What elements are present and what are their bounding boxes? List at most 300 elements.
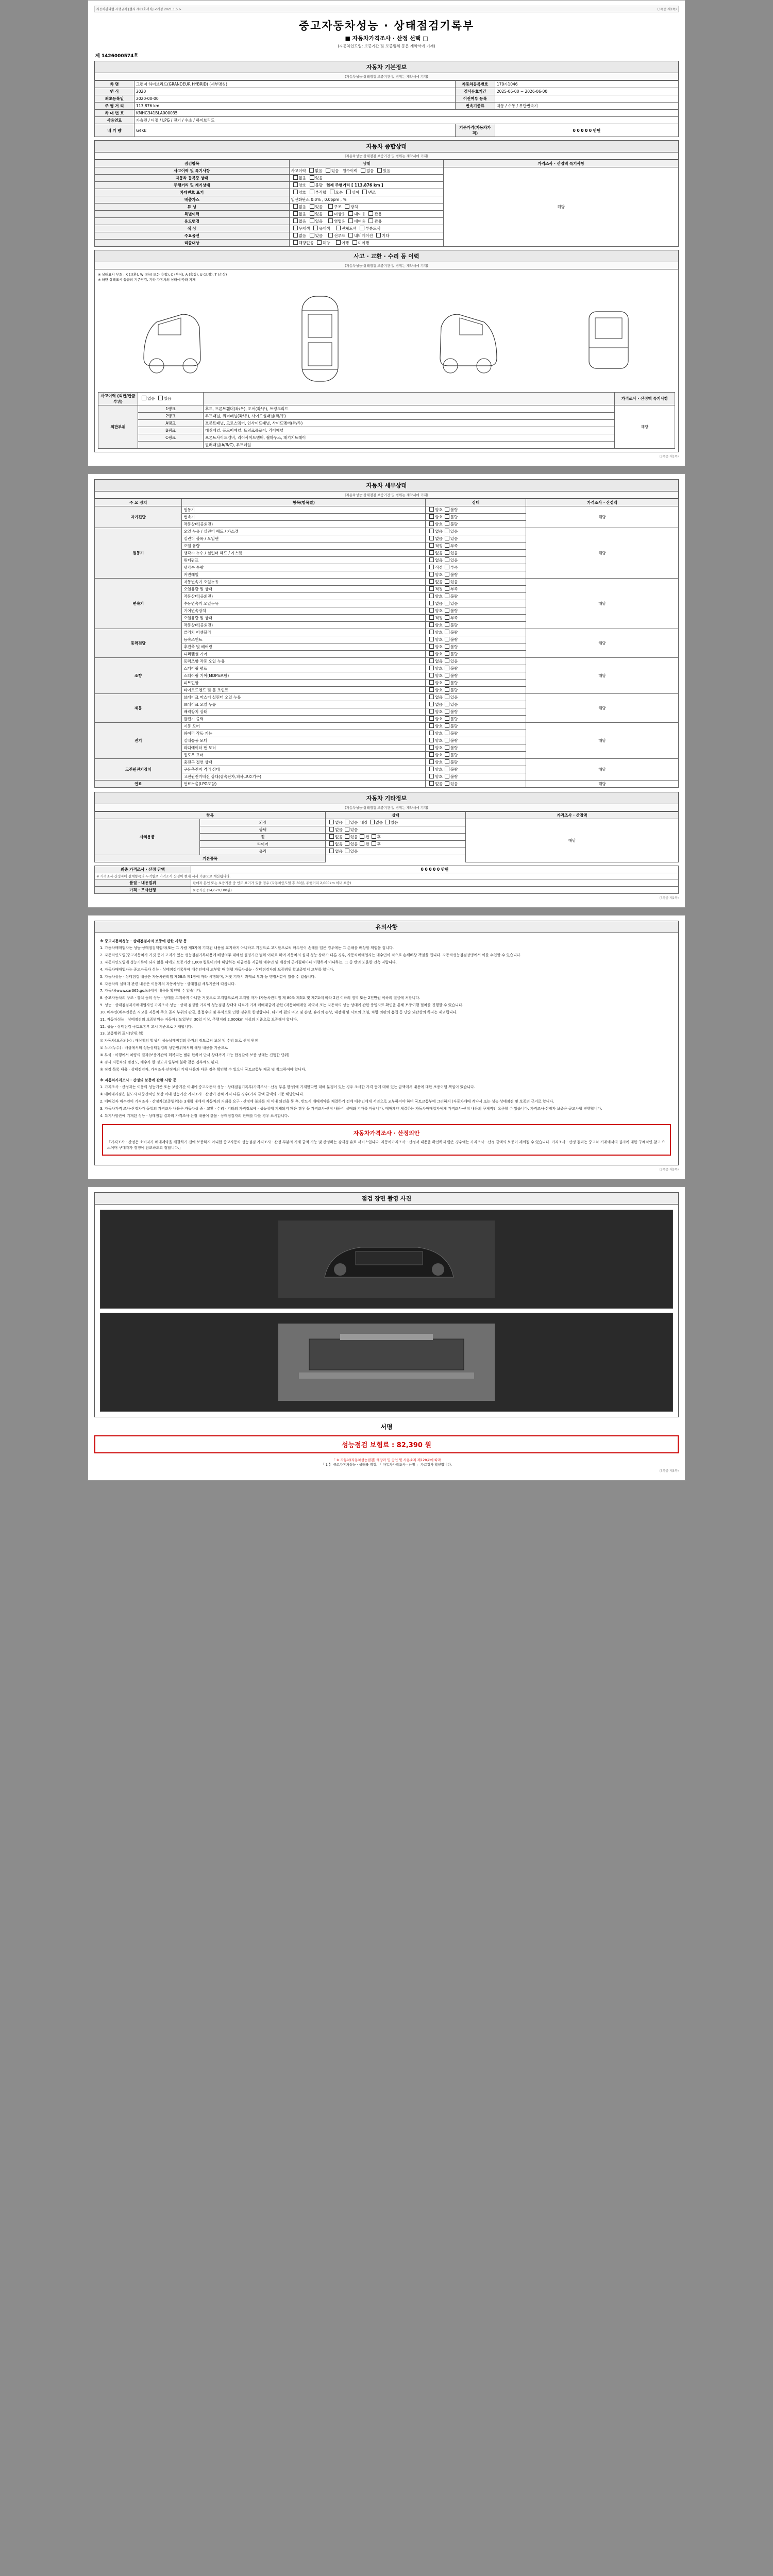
checkbox-other-0-0[interactable]	[329, 820, 334, 824]
checkbox-4-1-1[interactable]	[445, 666, 449, 670]
basic-info-table	[94, 80, 679, 137]
checkbox-3-1-1[interactable]	[445, 637, 449, 641]
other-group-label: 기본품목	[95, 855, 326, 862]
checkbox-1-5-0[interactable]	[429, 565, 434, 569]
checkbox-4-3-1[interactable]	[445, 680, 449, 685]
checkbox-1-0-1[interactable]	[445, 529, 449, 533]
checkbox-7-1-1[interactable]	[445, 767, 449, 771]
checkbox-paint-1[interactable]	[360, 226, 364, 230]
detail-item-label: 오일 누유 / 실린더 헤드 / 가스켓	[182, 528, 426, 535]
checkbox-3-3-1[interactable]	[445, 651, 449, 656]
detail-item-label: 오일유량 및 상태	[182, 614, 426, 621]
detail-item-state	[426, 513, 526, 520]
checkbox-color-1[interactable]	[313, 226, 318, 230]
checkbox-3-2-1[interactable]	[445, 644, 449, 649]
form-header-left: 자동차관리법 시행규칙 [별지 제82호서식] <개정 2021.1.5.>	[96, 8, 181, 11]
overall-row-label: 특별이력	[95, 211, 290, 218]
checkbox-6-2-1[interactable]	[445, 738, 449, 742]
checkbox-other-1-1[interactable]	[345, 827, 349, 832]
detail-item-label: 추진축 및 베어링	[182, 643, 426, 650]
checkbox-other2-2-1[interactable]	[372, 834, 376, 839]
opt-label: 불량	[450, 637, 458, 642]
parts-rank: A랭크	[138, 419, 204, 427]
checkbox-acc-none[interactable]	[142, 396, 146, 400]
checkbox-other-1-0[interactable]	[329, 827, 334, 832]
checkbox-5-3-1[interactable]	[445, 716, 449, 721]
checkbox-4-4-0[interactable]	[429, 687, 434, 692]
detail-item-state	[426, 585, 526, 592]
opt-label: 없음	[335, 849, 343, 854]
opt-label: 불량	[450, 651, 458, 656]
opt-label: 없음	[335, 827, 343, 832]
overall-row-label: 리콜대상	[95, 240, 290, 247]
checkbox-opt-0[interactable]	[328, 233, 333, 238]
checkbox-use-1[interactable]	[348, 218, 353, 223]
checkbox-1-3-0[interactable]	[429, 550, 434, 555]
checkbox-7-1-0[interactable]	[429, 767, 434, 771]
checkbox-none[interactable]	[293, 233, 298, 238]
checkbox-other2-2-0[interactable]	[360, 834, 364, 839]
checkbox-6-4-0[interactable]	[429, 752, 434, 757]
checkbox-2-6-1[interactable]	[445, 622, 449, 627]
opt-label: 있음	[450, 702, 458, 707]
checkbox-5-1-0[interactable]	[429, 702, 434, 706]
checkbox-recall-none[interactable]	[293, 240, 298, 245]
opt-label: 불량	[450, 709, 458, 714]
detail-item-label: 커먼레일	[182, 571, 426, 578]
other-item-label-2: 내장	[360, 820, 368, 825]
final-price-table	[94, 866, 679, 894]
checkbox-1-1-0[interactable]	[429, 536, 434, 540]
notice-sub-2: ※ 자동차가격조사 · 산정의 보증에 관한 사항 등	[100, 1078, 177, 1082]
opt-label: 불량	[450, 745, 458, 750]
sheet-1	[88, 0, 685, 466]
checkbox-none[interactable]	[309, 168, 314, 173]
checkbox-1-6-0[interactable]	[429, 572, 434, 577]
checkbox-acc-yes[interactable]	[158, 396, 163, 400]
opt-label: 없음	[435, 702, 443, 707]
checkbox-use-2[interactable]	[368, 218, 373, 223]
basic-label: 최초등록일	[95, 95, 135, 103]
parts-value: 프론트패널, 크로스멤버, 인사이드패널, 사이드멤버(좌/우)	[204, 419, 615, 427]
detail-group-label: 연료	[95, 780, 182, 787]
checkbox-4-0-1[interactable]	[445, 658, 449, 663]
checkbox-vin-3[interactable]	[346, 190, 351, 194]
checkbox-recall-yes[interactable]	[317, 240, 322, 245]
checkbox-0-2-1[interactable]	[445, 521, 449, 526]
other-item-state	[326, 833, 466, 840]
checkbox-hist-2[interactable]	[368, 211, 373, 216]
detail-item-state	[426, 766, 526, 773]
checkbox-2-5-0[interactable]	[429, 615, 434, 620]
checkbox-4-4-1[interactable]	[445, 687, 449, 692]
opt-label: 있음	[350, 820, 358, 825]
detail-item-label: 윈도우 모터	[182, 751, 426, 758]
checkbox-4-1-0[interactable]	[429, 666, 434, 670]
checkbox-6-4-1[interactable]	[445, 752, 449, 757]
checkbox-2-1-1[interactable]	[445, 586, 449, 591]
opt-label: 있음	[450, 658, 458, 664]
opt-label: 양호	[298, 190, 307, 195]
other-head-0: 항목	[95, 811, 326, 819]
checkbox-none[interactable]	[293, 204, 298, 209]
detail-group-remark: 해당	[526, 693, 679, 722]
checkbox-4-0-0[interactable]	[429, 658, 434, 663]
overall-row-state	[289, 189, 444, 196]
car-front-view-icon	[578, 286, 640, 389]
checkbox-0-1-1[interactable]	[445, 514, 449, 519]
overall-row-label: 색 상	[95, 225, 290, 232]
checkbox-opt-2[interactable]	[376, 233, 381, 238]
checkbox-vin-0[interactable]	[293, 190, 298, 194]
checkbox-exist[interactable]	[310, 218, 314, 223]
detail-item-state	[426, 520, 526, 528]
detail-group-remark: 해당	[526, 629, 679, 657]
checkbox-0-0-0[interactable]	[429, 507, 434, 512]
opt-label: 변조	[368, 190, 376, 195]
checkbox-use-0[interactable]	[328, 218, 333, 223]
detail-item-state	[426, 708, 526, 715]
notice-item: 8. 중고자동차의 구조 · 장치 등의 성능 · 상태를 고지하지 아니한 거짓으로 고지함으로써 고지할 자가 (자동차관리법 제 80조 제5호 및 제7호에 따라 2년 이하의 징역 또는 2천만원 이하의 벌금에 처합니다.	[100, 996, 421, 1001]
checkbox-0-0-1[interactable]	[445, 507, 449, 512]
other-item-label: 외장	[200, 819, 326, 826]
opt-label: 있음	[350, 827, 358, 832]
checkbox-2-1-0[interactable]	[429, 586, 434, 591]
opt-label: 불량	[450, 752, 458, 757]
checkbox-2-4-0[interactable]	[429, 608, 434, 613]
redbox-title: 자동차가격조사 · 산정의안	[353, 1129, 420, 1137]
checkbox-tuning-device[interactable]	[345, 204, 349, 209]
overall-table	[94, 160, 679, 247]
checkbox-7-2-1[interactable]	[445, 774, 449, 778]
checkbox-paint-0[interactable]	[336, 226, 341, 230]
checkbox-none[interactable]	[293, 211, 298, 216]
checkbox-other-0-1[interactable]	[345, 820, 349, 824]
parts-rank: 1랭크	[138, 405, 204, 412]
checkbox-hist-1[interactable]	[348, 211, 353, 216]
section-overall-note: (자동차성능·상태점검 보증기간 및 범위는 계약서에 기재)	[94, 152, 679, 160]
checkbox-recall-undone[interactable]	[352, 240, 357, 245]
checkbox-2-3-0[interactable]	[429, 601, 434, 605]
checkbox-7-2-0[interactable]	[429, 774, 434, 778]
notice-item: ② 누유(누수) : 배상에서의 성능상태점검의 상한범위에서의 해당 내용을 기준으로	[100, 1046, 228, 1050]
checkbox-other-3-1[interactable]	[345, 841, 349, 846]
opt-label: 내비게이션	[354, 233, 373, 238]
redbox-body: 「가격조사 · 산정은 소비자가 매매계약을 체결하기 전에 보증하지 아니한 중고자동차 성능점검 가격조사 · 산정 부분의 기재 금액 가능 및 산정하는 강제성 유료 서비스입니다. 자동차가격조사 · 산정서 내용을 확인하지 않은 경우에는 가격조사 · 산정 금액의 보증이 제외될 수 있습니다. 가격조사 · 산정 결과는 중고차 거래에서의 권리에 대한 구체적인 참고 요소이며 구매자가 경쟁에 참조하도록 정합니다.」	[107, 1140, 665, 1150]
notice-items-2	[100, 1084, 673, 1118]
checkbox-2-4-1[interactable]	[445, 608, 449, 613]
warranty-value-0: 판매자 본인 또는 보증기간 중 인도 표기가 있을 경우 (자동차인도일 후 30일, 주행거리 2,000km 이내 보증)	[191, 879, 679, 886]
basic-value2	[495, 95, 678, 103]
checkbox-1-4-1[interactable]	[445, 557, 449, 562]
checkbox-6-3-1[interactable]	[445, 745, 449, 750]
checkbox-2-2-0[interactable]	[429, 594, 434, 598]
checkbox-7-0-0[interactable]	[429, 759, 434, 764]
inspection-photo-lift	[100, 1313, 673, 1412]
checkbox-exist[interactable]	[326, 168, 330, 173]
checkbox-5-3-0[interactable]	[429, 716, 434, 721]
detail-item-state	[426, 657, 526, 665]
checkbox-6-3-0[interactable]	[429, 745, 434, 750]
checkbox-1-0-0[interactable]	[429, 529, 434, 533]
opt-label: 불량	[450, 723, 458, 728]
other-head-1: 상태	[326, 811, 466, 819]
checkbox-0-2-0[interactable]	[429, 521, 434, 526]
parts-rank: B랭크	[138, 427, 204, 434]
opt-label: 없음	[435, 694, 443, 700]
form-header-strip	[94, 6, 679, 12]
detail-group-remark: 해당	[526, 758, 679, 780]
diagram-legend-1: ※ 상태표시 부호 : X (교환), W (판금 또는 용접), C (부식), A (흠집), U (요철), T (손상)	[98, 273, 227, 277]
opt-label: 불량	[450, 594, 458, 599]
basic-label2: 이전여부 등록	[455, 95, 495, 103]
car-front-photo-icon	[278, 1221, 495, 1298]
checkbox-2-0-0[interactable]	[429, 579, 434, 584]
checkbox-exist[interactable]	[310, 175, 314, 180]
opt-label: 없음	[435, 550, 443, 555]
checkbox-1-4-0[interactable]	[429, 557, 434, 562]
parts-rank: C랭크	[138, 434, 204, 441]
checkbox-vin-1[interactable]	[310, 190, 314, 194]
detail-head-3: 가격조사 · 산정액	[526, 499, 679, 506]
checkbox-good[interactable]	[293, 182, 298, 187]
checkbox-3-1-0[interactable]	[429, 637, 434, 641]
checkbox-other2-0-1[interactable]	[385, 820, 390, 824]
opt-label: 있음	[450, 601, 458, 606]
detail-item-label: 라디에이터 팬 모터	[182, 744, 426, 751]
opt-label: 양호	[435, 774, 443, 779]
opt-label: 해당없음	[298, 241, 314, 245]
checkbox-1-5-1[interactable]	[445, 565, 449, 569]
overall-item-name: 사고이력	[291, 168, 306, 173]
checkbox-5-2-1[interactable]	[445, 709, 449, 714]
overall-row-state	[289, 182, 444, 189]
checkbox-5-2-0[interactable]	[429, 709, 434, 714]
detail-item-state	[426, 722, 526, 730]
notice-item: 6. 자동차의 실매매 관련 내용은 이용자의 자동차성능 · 상태점검 세부기준에 따릅니다.	[100, 981, 236, 986]
sheet-4	[88, 1187, 685, 1481]
checkbox-other2-3-1[interactable]	[372, 841, 376, 846]
opt-label: 양호	[435, 637, 443, 642]
detail-item-state	[426, 556, 526, 564]
diagram-legend-2: ※ 하단 상태표시 등급의 기준점검, 기타 자동차의 상태에 따라 기재	[98, 277, 196, 282]
detail-item-label: 기어변속장치	[182, 607, 426, 614]
checkbox-1-6-1[interactable]	[445, 572, 449, 577]
detail-group-remark: 해당	[526, 722, 679, 758]
checkbox-5-1-1[interactable]	[445, 702, 449, 706]
opt-label: 있음	[331, 168, 339, 173]
checkbox-5-0-1[interactable]	[445, 694, 449, 699]
basic-value2: 2025-06-00 ~ 2026-06-00	[495, 88, 678, 95]
detail-item-state	[426, 773, 526, 780]
opt-label: 양호	[435, 767, 443, 772]
checkbox-3-0-0[interactable]	[429, 630, 434, 634]
checkbox-3-0-1[interactable]	[445, 630, 449, 634]
detail-item-state	[426, 592, 526, 600]
checkbox-exist[interactable]	[310, 233, 314, 238]
detail-item-label: 브레이크 오일 누유	[182, 701, 426, 708]
opt-label: 유채색	[318, 226, 330, 231]
photos-footer-1: 「 ※ 자동차(자동차성능점검) 해당과 및 공인 및 사용소지 제120조에 따라	[332, 1458, 441, 1463]
checkbox-4-2-1[interactable]	[445, 673, 449, 677]
detail-item-label: 실린더 블록 / 오일팬	[182, 535, 426, 542]
checkbox-other-3-0[interactable]	[329, 841, 334, 846]
accident-foot-opts	[138, 392, 204, 405]
overall-row-label: 배출가스	[95, 196, 290, 204]
opt-label: 있음	[315, 219, 323, 224]
checkbox-other-2-1[interactable]	[345, 834, 349, 839]
detail-group-label: 자기진단	[95, 506, 182, 528]
overall-row-state	[289, 218, 444, 225]
detail-item-state	[426, 535, 526, 542]
detail-table	[94, 499, 679, 788]
checkbox-4-3-0[interactable]	[429, 680, 434, 685]
warranty-label-1: 가격 · 조사산정	[95, 886, 191, 893]
checkbox-6-1-0[interactable]	[429, 731, 434, 735]
checkbox-1-2-1[interactable]	[445, 543, 449, 548]
detail-item-state	[426, 506, 526, 513]
page-title: 중고자동차성능 · 상태점검기록부	[298, 20, 475, 32]
checkbox-vin-2[interactable]	[330, 190, 334, 194]
checkbox-tuning-structure[interactable]	[328, 204, 333, 209]
checkbox-2-5-1[interactable]	[445, 615, 449, 620]
checkbox-8-0-1[interactable]	[445, 781, 449, 786]
checkbox-3-2-0[interactable]	[429, 644, 434, 649]
checkbox-other2-3-0[interactable]	[360, 841, 364, 846]
opt-label: 양호	[435, 680, 443, 685]
page-footer-4: (3쪽중 제3쪽)	[659, 1469, 679, 1473]
checkbox-8-0-0[interactable]	[429, 781, 434, 786]
opt-label: 불량	[450, 774, 458, 779]
basic-value: 그랜저 하이브리드(GRANDEUR HYBRID) (세부명칭)	[135, 81, 456, 88]
opt-label: 없음	[366, 168, 374, 173]
basic-label: 주 행 거 리	[95, 103, 135, 110]
detail-item-label: 변속기	[182, 513, 426, 520]
detail-item-label: 동력조향 작동 오일 누유	[182, 657, 426, 665]
detail-item-label: 클러치 어셈블리	[182, 629, 426, 636]
checkbox-6-1-1[interactable]	[445, 731, 449, 735]
opt-label: 대여용	[354, 212, 366, 216]
page-subtitle: ■ 자동차가격조사 · 산정 선택 □	[345, 35, 428, 42]
checkbox-exist[interactable]	[377, 168, 382, 173]
checkbox-5-0-0[interactable]	[429, 694, 434, 699]
opt-label: 있음	[450, 529, 458, 534]
opt-label: 있음	[382, 168, 391, 173]
checkbox-opt-1[interactable]	[348, 233, 353, 238]
notice-item: 11. 자동차성능 · 상태점검의 보증범위는 자동차인도일부터 30일 이상, 주행거리 2,000km 이상의 기준으로 보증해야 합니다.	[100, 1017, 298, 1022]
notice-items	[100, 945, 673, 1072]
checkbox-bad[interactable]	[310, 182, 314, 187]
checkbox-6-2-0[interactable]	[429, 738, 434, 742]
opt-label: 적정	[435, 543, 443, 548]
opt-label: 양호	[435, 572, 443, 577]
checkbox-7-0-1[interactable]	[445, 759, 449, 764]
opt-label: 미상용	[334, 212, 345, 216]
other-table	[94, 811, 679, 862]
checkbox-2-6-0[interactable]	[429, 622, 434, 627]
car-underbody-photo-icon	[278, 1324, 495, 1401]
detail-item-label: 피트먼암	[182, 679, 426, 686]
accident-foot-title: 사고이력 (외판/판금 부위)	[98, 392, 138, 405]
section-basic-note: (자동차성능·상태점검 보증기간 및 범위는 계약서에 기재)	[94, 73, 679, 80]
checkbox-6-0-0[interactable]	[429, 723, 434, 728]
other-head-2: 가격조사 · 산정액	[466, 811, 679, 819]
checkbox-1-3-1[interactable]	[445, 550, 449, 555]
page-footer-2: (3쪽중 제2쪽)	[659, 896, 679, 900]
accident-head-note	[204, 392, 615, 405]
checkbox-hist-0[interactable]	[328, 211, 333, 216]
checkbox-1-2-0[interactable]	[429, 543, 434, 548]
opt-label: 불량	[315, 183, 323, 188]
other-item-state	[326, 848, 466, 855]
notice-item: 5. 자동차성능 · 상태점검 내용은 자동차관리법 제58조 제1항에 따라 시행되며, 거짓 기재시 과태료 부과 등 행정처분이 있을 수 있습니다.	[100, 974, 316, 979]
basic-label2: 검사유효기간	[455, 88, 495, 95]
checkbox-exist[interactable]	[310, 204, 314, 209]
detail-head-2: 상태	[426, 499, 526, 506]
checkbox-none[interactable]	[293, 175, 298, 180]
checkbox-2-0-1[interactable]	[445, 579, 449, 584]
checkbox-other2-0-0[interactable]	[370, 820, 375, 824]
section-detail-note: (자동차성능·상태점검 보증기간 및 범위는 계약서에 기재)	[94, 492, 679, 499]
checkbox-none[interactable]	[293, 218, 298, 223]
notice-item: ④ 검사 자동차의 범정도, 배수가 한 정도라 일부에 불확 같은 경우에도 된다.	[100, 1060, 220, 1064]
detail-group-label: 고전원전기장치	[95, 758, 182, 780]
checkbox-3-3-0[interactable]	[429, 651, 434, 656]
other-item-state	[326, 840, 466, 848]
detail-item-state	[426, 758, 526, 766]
opt-label: 불량	[450, 687, 458, 692]
other-item-label: 휠	[200, 833, 326, 840]
opt-label: 불량	[450, 673, 458, 678]
car-side-view-left-icon	[133, 286, 211, 389]
checkbox-1-1-1[interactable]	[445, 536, 449, 540]
checkbox-none[interactable]	[361, 168, 365, 173]
opt-label: 양호	[435, 514, 443, 519]
checkbox-recall-done[interactable]	[336, 240, 341, 245]
checkbox-4-2-0[interactable]	[429, 673, 434, 677]
checkbox-color-0[interactable]	[293, 226, 298, 230]
checkbox-other-4-1[interactable]	[345, 849, 349, 853]
detail-item-state	[426, 636, 526, 643]
table-row	[95, 506, 679, 513]
detail-item-state	[426, 780, 526, 787]
checkbox-other-2-0[interactable]	[329, 834, 334, 839]
opt-label: 불량	[450, 608, 458, 613]
table-row	[95, 722, 679, 730]
checkbox-6-0-1[interactable]	[445, 723, 449, 728]
checkbox-vin-4[interactable]	[362, 190, 367, 194]
opt-label: 양호	[435, 716, 443, 721]
checkbox-2-2-1[interactable]	[445, 594, 449, 598]
overall-row-state	[289, 211, 444, 218]
notice-sub-1: ※ 중고자동차성능 · 상태점검자의 보증에 관한 사항 등	[100, 939, 187, 943]
parts-value: 루프패널, 쿼터패널(좌/우), 사이드실패널(좌/우)	[204, 412, 615, 419]
opt-label: 있음	[350, 849, 358, 854]
overall-item-name: 침수이력	[342, 168, 358, 173]
checkbox-exist[interactable]	[310, 211, 314, 216]
checkbox-other-4-0[interactable]	[329, 849, 334, 853]
detail-head-0: 주 요 장치	[95, 499, 182, 506]
notice-item: 10. 매수인(매수인증은 시고를 자동차 주요 골격 부위의 판금, 용접수리 및 부식으로 인한 경우로 한정합니다. 타이어 휠의 마모 및 손상, 유리의 손상, 내장재 및 시트의 오염, 차량 외판의 흠집 등 단순 외관상의 하자는 제외됩니다.	[100, 1010, 458, 1014]
car-diagram	[94, 269, 679, 452]
final-price-value: 0 0 0 0 0 만원	[191, 866, 679, 873]
detail-item-label: 충전구 절연 상태	[182, 758, 426, 766]
checkbox-0-1-0[interactable]	[429, 514, 434, 519]
parts-value: 후드, 프론트휀더(좌/우), 도어(좌/우), 트렁크리드	[204, 405, 615, 412]
checkbox-2-3-1[interactable]	[445, 601, 449, 605]
price-survey-redbox	[102, 1124, 671, 1156]
basic-label: 연 식	[95, 88, 135, 95]
